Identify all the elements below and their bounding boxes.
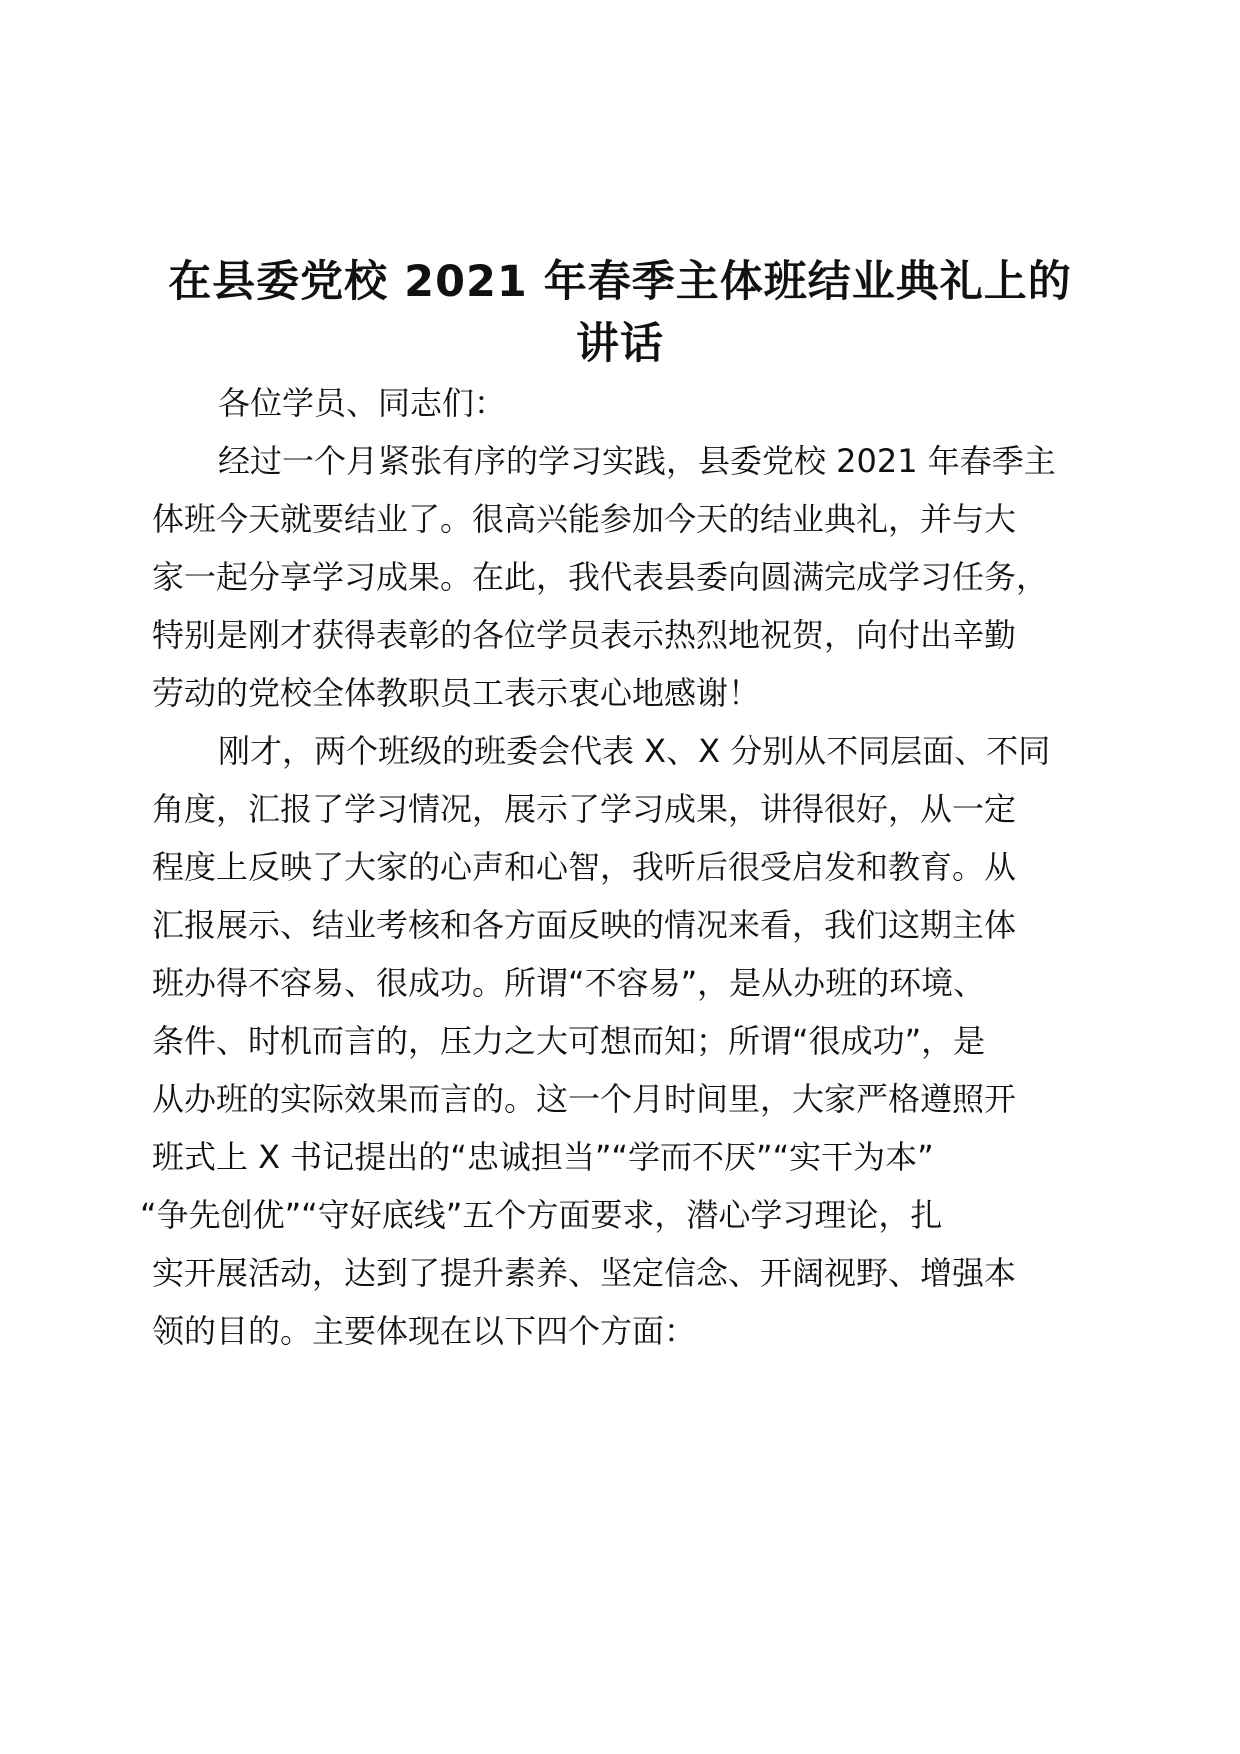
body-line-3: 家一起分享学习成果。在此，我代表县委向圆满完成学习任务， [152,558,1049,596]
body-line-9: 汇报展示、结业考核和各方面反映的情况来看，我们这期主体 [152,906,1017,944]
body-line-13: 班式上 X 书记提出的“忠诚担当”“学而不厌”“实干为本” [152,1138,934,1176]
body-line-11: 条件、时机而言的，压力之大可想而知；所谓“很成功”，是 [152,1022,986,1060]
document-title-line-2: 讲话 [576,319,664,369]
salutation: 各位学员、同志们： [218,384,507,422]
body-line-6: 刚才，两个班级的班委会代表 X、X 分别从不同层面、不同 [218,732,1051,770]
body-line-15: 实开展活动，达到了提升素养、坚定信念、开阔视野、增强本 [152,1254,1017,1292]
body-line-2: 体班今天就要结业了。很高兴能参加今天的结业典礼，并与大 [152,500,1017,538]
body-line-7: 角度，汇报了学习情况，展示了学习成果，讲得很好，从一定 [152,790,1017,828]
body-line-16: 领的目的。主要体现在以下四个方面： [152,1312,697,1350]
body-line-4: 特别是刚才获得表彰的各位学员表示热烈地祝贺，向付出辛勤 [152,616,1017,654]
body-line-8: 程度上反映了大家的心声和心智，我听后很受启发和教育。从 [152,848,1017,886]
body-line-10: 班办得不容易、很成功。所谓“不容易”，是从办班的环境、 [152,964,986,1002]
body-line-12: 从办班的实际效果而言的。这一个月时间里，大家严格遵照开 [152,1080,1017,1118]
body-line-14: “争先创优”“守好底线”五个方面要求，潜心学习理论，扎 [140,1196,943,1234]
document-title-line-1: 在县委党校 2021 年春季主体班结业典礼上的 [168,257,1072,307]
body-line-5: 劳动的党校全体教职员工表示衷心地感谢！ [152,674,761,712]
body-line-1: 经过一个月紧张有序的学习实践，县委党校 2021 年春季主 [218,442,1056,480]
